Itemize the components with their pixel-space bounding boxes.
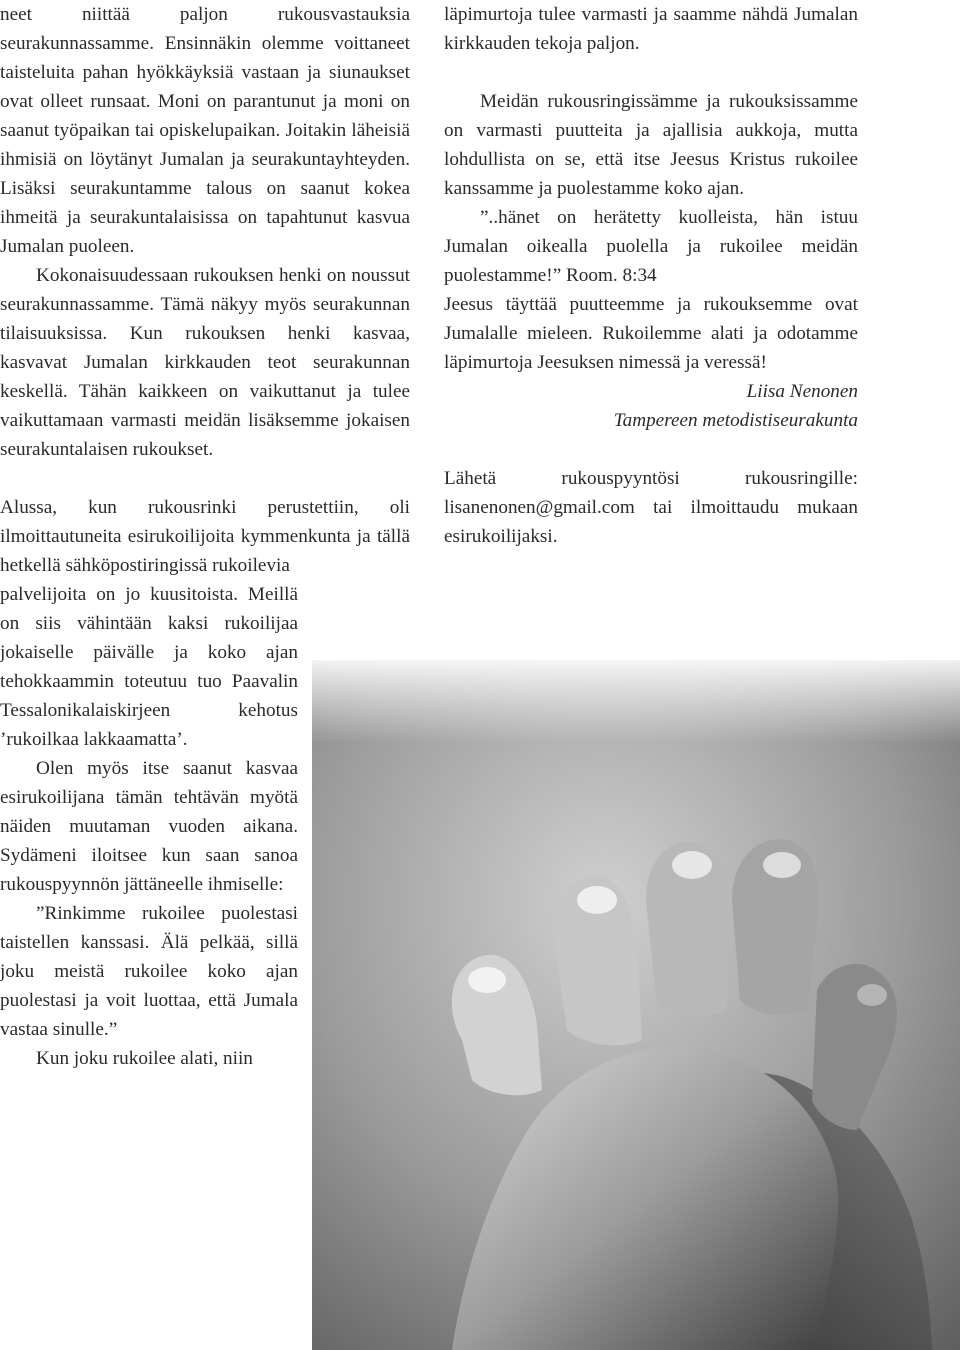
left-paragraph-3-narrow: palvelijoita on jo kuusitoista. Meillä on siis vähintään kaksi rukoilijaa jokaiselle päivälle ja koko ajan tehokkaammin toteutuu tuo Paavalin Tessalonikalaiskirjeen kehotus ’rukoilkaa lakkaamatta’. [0, 584, 298, 750]
left-quote: ”Rinkimme rukoilee puolestasi taistellen kanssasi. Älä pelkää, sillä joku meistä rukoilee koko ajan puolestasi ja voit luottaa, että Jumala vastaa sinulle.” [0, 903, 298, 1040]
left-paragraph-4: Olen myös itse saanut kasvaa esirukoilijana tämän tehtävän myötä näiden muutaman vuoden aikana. Sydämeni iloitsee kun saan sanoa rukouspyynnön jättäneelle ihmiselle: [0, 758, 298, 895]
left-paragraph-2: Kokonaisuudessaan rukouksen henki on noussut seurakunnassamme. Tämä näkyy myös seurakunnan tilaisuuksissa. Kun rukouksen henki kasvaa, kasvavat Jumalan kirkkauden teot seurakunnan keskellä. Tähän kaikkeen on vaikuttanut ja tulee vaikuttamaan varmasti meidän lisäksemme jokaisen seurakuntalaisen rukoukset. [0, 265, 410, 460]
contact-paragraph: Lähetä rukouspyyntösi rukousringille: lisanenonen@gmail.com tai ilmoittaudu mukaan esirukoilijaksi. [444, 468, 858, 547]
author-congregation: Tampereen metodistiseurakunta [613, 410, 858, 431]
left-column [0, 0, 410, 1073]
left-paragraph-3-wide: Alussa, kun rukousrinki perustettiin, oli ilmoittautuneita esirukoilijoita kymmenkunta ja tällä hetkellä sähköpostiringissä rukoilevia [0, 497, 410, 576]
right-paragraph-1: läpimurtoja tulee varmasti ja saamme nähdä Jumalan kirkkauden tekoja paljon. [444, 4, 858, 54]
right-paragraph-2: Meidän rukousringissämme ja rukouksissamme on varmasti puutteita ja ajallisia aukkoja, mutta lohdullista on se, että itse Jeesus Kristus rukoilee kanssamme ja puolestamme koko ajan. [444, 91, 858, 199]
left-paragraph-1: neet niittää paljon rukousvastauksia seurakunnassamme. Ensinnäkin olemme voittaneet taisteluita pahan hyökkäyksiä vastaan ja siunaukset ovat olleet runsaat. Moni on parantunut ja moni on saanut työpaikan tai opiskelupaikan. Joitakin läheisiä ihmisiä on löytänyt Jumalan ja seurakuntayhteyden. Lisäksi seurakuntamme talous on saanut kokea ihmeitä ja seurakuntalaisissa on tapahtunut kasvua Jumalan puoleen. [0, 4, 410, 257]
author-name: Liisa Nenonen [746, 381, 858, 402]
right-paragraph-4: Jeesus täyttää puutteemme ja rukouksemme ovat Jumalalle mieleen. Rukoilemme alati ja odotamme läpimurtoja Jeesuksen nimessä ja veressä! [444, 294, 858, 373]
left-paragraph-6: Kun joku rukoilee alati, niin [36, 1048, 253, 1069]
right-bible-quote: ”..hänet on herätetty kuolleista, hän istuu Jumalan oikealla puolella ja rukoilee meidän puolestamme!” Room. 8:34 [444, 207, 858, 286]
right-column [444, 0, 858, 551]
